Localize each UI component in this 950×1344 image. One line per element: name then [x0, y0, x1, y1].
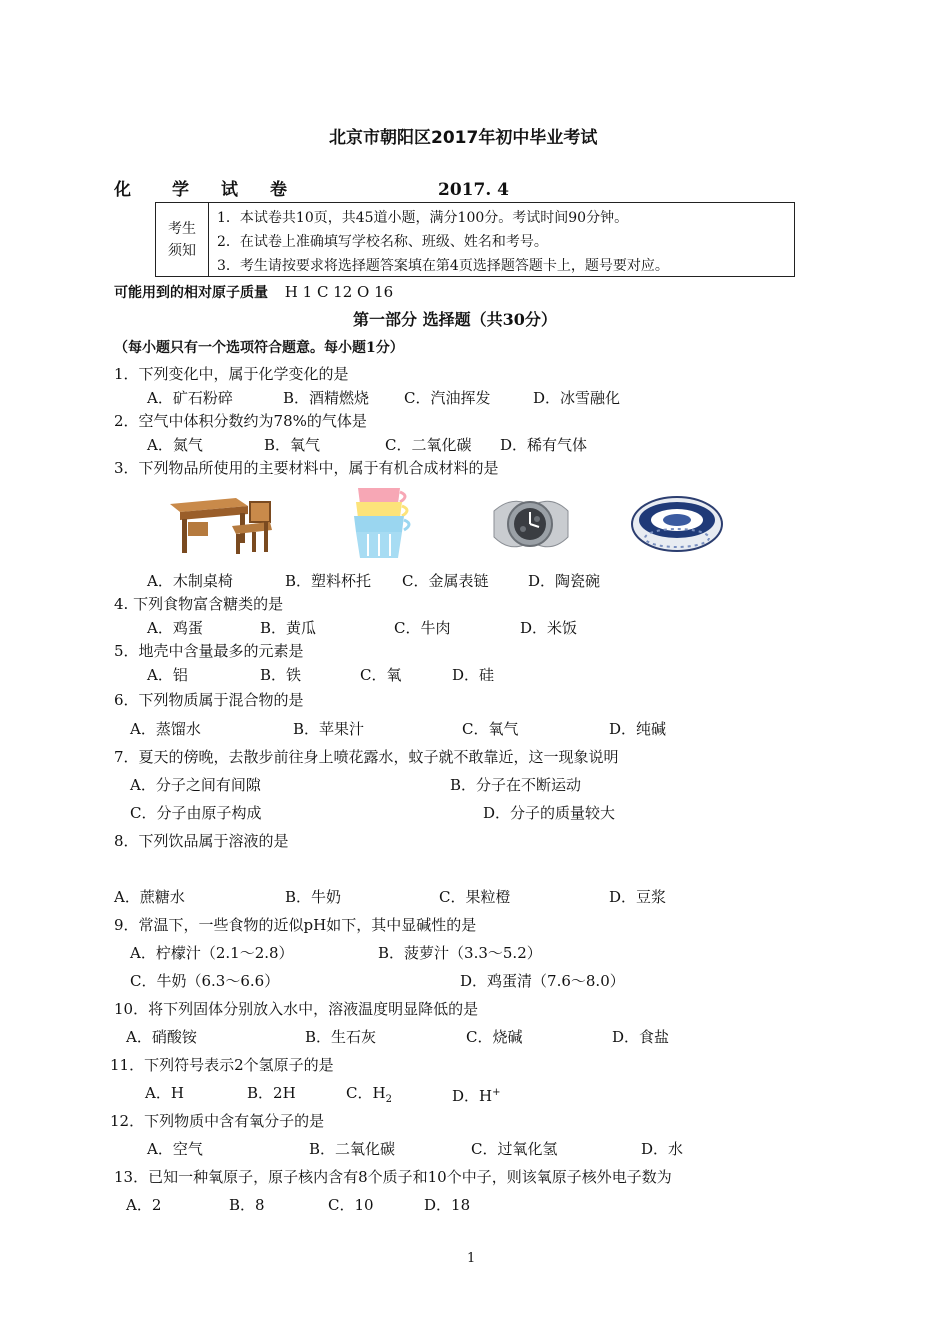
- question-stem: 11．下列符号表示2个氢原子的是: [110, 1056, 334, 1074]
- atomic-mass-line: [114, 282, 393, 303]
- option-a: A．空气: [147, 1140, 203, 1158]
- notice-item: 3．考生请按要求将选择题答案填在第4页选择题答题卡上，题号要对应。: [217, 258, 669, 274]
- plastic-cup-holder-picture: [348, 484, 416, 560]
- option-b: B．氧气: [264, 436, 321, 454]
- subject-char-3: 试: [221, 180, 238, 200]
- option-d: D．H+: [452, 1087, 501, 1105]
- question-stem: 4. 下列食物富含糖类的是: [114, 595, 284, 613]
- notice-label-line2: 须知: [168, 242, 196, 259]
- option-d: D．硅: [452, 666, 495, 684]
- option-a: A．柠檬汁（2.1～2.8）: [130, 944, 294, 962]
- option-d: D．18: [424, 1196, 471, 1214]
- option-d: D．鸡蛋清（7.6～8.0）: [460, 972, 625, 990]
- option-c: C．分子由原子构成: [130, 804, 262, 822]
- option-a: A．2: [126, 1196, 162, 1214]
- option-b: B．苹果汁: [293, 720, 365, 738]
- question-stem: 12．下列物质中含有氧分子的是: [110, 1112, 325, 1130]
- option-b: B．8: [229, 1196, 265, 1214]
- question-stem: 2．空气中体积分数约为78%的气体是: [114, 412, 367, 430]
- option-b: B．菠萝汁（3.3～5.2）: [378, 944, 542, 962]
- option-b: B．酒精燃烧: [283, 389, 370, 407]
- metal-watch-picture: [490, 493, 572, 555]
- option-c: C．氧气: [462, 720, 519, 738]
- option-d: D．水: [641, 1140, 684, 1158]
- option-b: B．塑料杯托: [285, 572, 372, 590]
- option-c: C．汽油挥发: [404, 389, 491, 407]
- notice-items: [209, 203, 794, 276]
- option-c: C．10: [328, 1196, 374, 1214]
- option-b: B．黄瓜: [260, 619, 317, 637]
- option-d: D．纯碱: [609, 720, 667, 738]
- option-d: D．分子的质量较大: [483, 804, 616, 822]
- option-c: C．烧碱: [466, 1028, 523, 1046]
- option-a: A．蔗糖水: [114, 888, 185, 906]
- subject-char-4: 卷: [270, 180, 287, 200]
- option-c: C．牛奶（6.3～6.6）: [130, 972, 280, 990]
- question-stem: 5．地壳中含量最多的元素是: [114, 642, 304, 660]
- option-d: D．米饭: [520, 619, 578, 637]
- exam-date: 2017. 4: [438, 180, 509, 200]
- option-a: A．硝酸铵: [126, 1028, 197, 1046]
- option-a: A．铝: [147, 666, 188, 684]
- option-d: D．食盐: [612, 1028, 670, 1046]
- question-stem: 8．下列饮品属于溶液的是: [114, 832, 289, 850]
- option-a: A．氮气: [147, 436, 203, 454]
- option-a: A．蒸馏水: [130, 720, 201, 738]
- question-stem: 9．常温下，一些食物的近似pH如下，其中显碱性的是: [114, 916, 477, 934]
- option-c: C．氧: [360, 666, 402, 684]
- option-d: D．豆浆: [609, 888, 667, 906]
- option-d: D．陶瓷碗: [528, 572, 601, 590]
- option-b: B．铁: [260, 666, 302, 684]
- option-c: C．二氧化碳: [385, 436, 472, 454]
- page-number: 1: [467, 1251, 476, 1266]
- question-stem: 10．将下列固体分别放入水中，溶液温度明显降低的是: [114, 1000, 479, 1018]
- part-instruction: （每小题只有一个选项符合题意。每小题1分）: [114, 340, 404, 356]
- question-stem: 7．夏天的傍晚，去散步前往身上喷花露水，蚊子就不敢靠近，这一现象说明: [114, 748, 619, 766]
- option-a: A．矿石粉碎: [147, 389, 233, 407]
- option-b: B．二氧化碳: [309, 1140, 396, 1158]
- notice-item: 2．在试卷上准确填写学校名称、班级、姓名和考号。: [217, 234, 548, 250]
- option-b: B．分子在不断运动: [450, 776, 582, 794]
- option-a: A．H: [145, 1084, 184, 1102]
- option-b: B．生石灰: [305, 1028, 377, 1046]
- option-a: A．木制桌椅: [147, 572, 233, 590]
- option-c: C．过氧化氢: [471, 1140, 558, 1158]
- subject-char-1: 化: [114, 180, 131, 200]
- notice-label: [156, 203, 209, 276]
- ceramic-bowl-picture: [630, 496, 724, 554]
- option-c: C．果粒橙: [439, 888, 511, 906]
- notice-item: 1．本试卷共10页，共45道小题，满分100分。考试时间90分钟。: [217, 210, 629, 226]
- subject-char-2: 学: [172, 180, 189, 200]
- option-c: C．金属表链: [402, 572, 489, 590]
- notice-box: [155, 202, 795, 277]
- exam-title: 北京市朝阳区2017年初中毕业考试: [329, 128, 598, 148]
- option-c: C．$H_2$: [346, 1084, 392, 1105]
- part-title: 第一部分 选择题（共30分）: [353, 310, 557, 329]
- atomic-mass-label: 可能用到的相对原子质量: [114, 285, 268, 301]
- question-stem: 1．下列变化中，属于化学变化的是: [114, 365, 349, 383]
- option-d: D．稀有气体: [500, 436, 588, 454]
- question-stem: 13．已知一种氧原子，原子核内含有8个质子和10个中子，则该氧原子核外电子数为: [114, 1168, 672, 1186]
- atomic-mass-values: H 1 C 12 O 16: [284, 283, 394, 301]
- question-stem: 6．下列物质属于混合物的是: [114, 691, 304, 709]
- notice-label-line1: 考生: [168, 220, 196, 237]
- option-d: D．冰雪融化: [533, 389, 621, 407]
- question-stem: 3．下列物品所使用的主要材料中，属于有机合成材料的是: [114, 459, 499, 477]
- option-a: A．鸡蛋: [147, 619, 203, 637]
- option-c: C．牛肉: [394, 619, 451, 637]
- option-b: B．2H: [247, 1084, 296, 1102]
- option-a: A．分子之间有间隙: [130, 776, 261, 794]
- wooden-desk-chair-picture: [166, 492, 274, 556]
- option-b: B．牛奶: [285, 888, 342, 906]
